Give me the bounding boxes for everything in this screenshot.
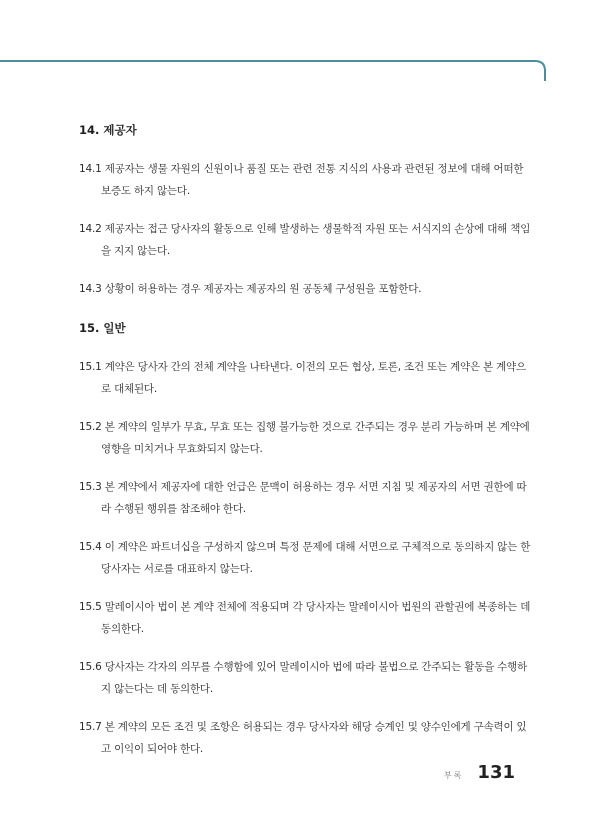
clause-15-3: 15.3 본 계약에서 제공자에 대한 언급은 문맥이 허용하는 경우 서면 지침 및 제공자의 서면 권한에 따라 수행된 행위를 참조해야 한다. (79, 481, 527, 515)
clause-15-6: 15.6 당사자는 각자의 의무를 수행함에 있어 말레이시아 법에 따라 불법으로 간주되는 활동을 수행하지 않는다는 데 동의한다. (79, 661, 528, 695)
footer-section-label: 부록 (443, 771, 464, 780)
clause-15-4: 15.4 이 계약은 파트너십을 구성하지 않으며 특정 문제에 대해 서면으로 구체적으로 동의하지 않는 한 당사자는 서로를 대표하지 않는다. (79, 541, 531, 575)
clause-14-3: 14.3 상황이 허용하는 경우 제공자는 제공자의 원 공동체 구성원을 포함한다. (79, 283, 422, 295)
clause-15-1: 15.1 계약은 당사자 간의 전체 계약을 나타낸다. 이전의 모든 협상, 토론, 조건 또는 계약은 본 계약으로 대체된다. (79, 361, 526, 395)
header-rule (0, 0, 605, 90)
page-footer (444, 762, 515, 783)
section-heading-general: 15. 일반 (79, 321, 126, 335)
clause-15-5: 15.5 말레이시아 법이 본 계약 전체에 적용되며 각 당사자는 말레이시아 법원의 관할권에 복종하는 데 동의한다. (79, 601, 531, 635)
page-body (79, 122, 531, 776)
clause-15-2: 15.2 본 계약의 일부가 무효, 무효 또는 집행 불가능한 것으로 간주되는 경우 분리 가능하며 본 계약에 영향을 미치거나 무효화되지 않는다. (79, 421, 530, 455)
clause-15-7: 15.7 본 계약의 모든 조건 및 조항은 허용되는 경우 당사자와 해당 승계인 및 양수인에게 구속력이 있고 이익이 되어야 한다. (79, 721, 527, 755)
clause-14-2: 14.2 제공자는 접근 당사자의 활동으로 인해 발생하는 생물학적 자원 또는 서식지의 손상에 대해 책임을 지지 않는다. (79, 223, 531, 257)
page-number: 131 (477, 762, 515, 783)
section-heading-provider: 14. 제공자 (79, 123, 137, 137)
clause-14-1: 14.1 제공자는 생물 자원의 신원이나 품질 또는 관련 전통 지식의 사용과 관련된 정보에 대해 어떠한 보증도 하지 않는다. (79, 163, 524, 197)
